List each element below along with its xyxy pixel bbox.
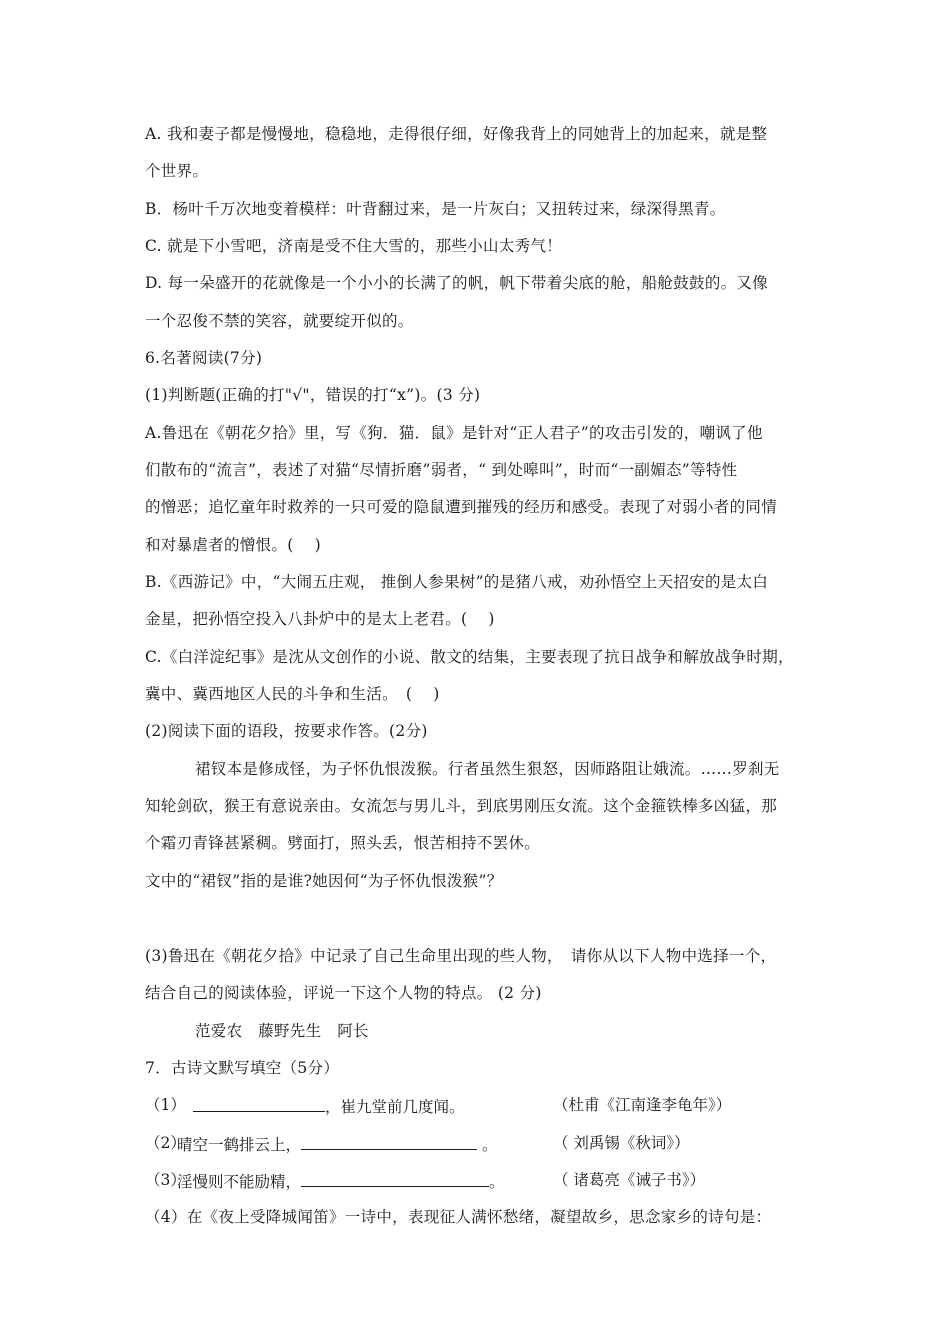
option-b-line: B．杨叶千万次地变着模样：叶背翻过来，是一片灰白；又扭转过来，绿深得黑青。: [145, 200, 726, 218]
option-c-line: C. 就是下小雪吧，济南是受不住大雪的，那些小山太秀气！: [145, 237, 563, 255]
question-6-3-line-1: (3)鲁迅在《朝花夕拾》中记录了自己生命里出现的些人物， 请你从以下人物中选择一个，: [145, 947, 777, 965]
answer-blank[interactable]: [301, 1133, 477, 1150]
fill-row-source: （ 诸葛亮《诫子书》）: [553, 1171, 706, 1189]
fill-row-4: （4）在《夜上受降城闻笛》一诗中，表现征人满怀愁绪，凝望故乡，思念家乡的诗句是：: [145, 1208, 772, 1226]
question-6-heading: 6.名著阅读(7分): [145, 349, 263, 367]
judge-c-line-1: C.《白洋淀纪事》是沈从文创作的小说、散文的结集，主要表现了抗日战争和解放战争时期，: [145, 648, 794, 666]
answer-blank[interactable]: [193, 1095, 325, 1112]
fill-row-after: 。: [477, 1136, 498, 1154]
question-6-1-heading: (1)判断题(正确的打"√"，错误的打“x”)。(3 分): [145, 386, 481, 404]
judge-a-line-3: 的憎恶；追忆童年时救养的一只可爱的隐鼠遭到摧残的经历和感受。表现了对弱小者的同情: [145, 498, 778, 516]
option-d-line-2: 一个忍俊不禁的笑容，就要绽开似的。: [145, 312, 414, 330]
question-6-3-line-2: 结合自己的阅读体验，评说一下这个人物的特点。 (2 分): [145, 984, 542, 1002]
passage-line-3: 个霜刃青锋甚紧稠。劈面打，照头丢，恨苦相持不罢休。: [145, 834, 541, 852]
judge-a-line-1: A.鲁迅在《朝花夕拾》里，写《狗．猫．鼠》是针对“正人君子”的攻击引发的，嘲讽了他: [145, 424, 763, 442]
judge-a-line-2: 们散布的“流言”，表述了对猫“尽情折磨”弱者，“ 到处嗥叫”，时而“一副媚态”等特性: [145, 461, 738, 479]
option-a-line-1: A. 我和妻子都是慢慢地，稳稳地，走得很仔细，好像我背上的同她背上的加起来，就是整: [145, 125, 768, 143]
passage-line-1: 裙钗本是修成怪，为子怀仇恨泼猴。行者虽然生狠怒，因师路阻让娥流。……罗刹无: [195, 760, 780, 778]
option-a-line-2: 个世界。: [145, 162, 209, 180]
fill-row-text: 晴空一鹤排云上，: [177, 1136, 302, 1154]
fill-row-after: 。: [489, 1173, 505, 1191]
fill-row-number: （2）: [145, 1134, 186, 1152]
character-options: 范爱农 藤野先生 阿长: [195, 1022, 369, 1040]
judge-a-line-4: 和对暴虐者的憎恨。( ): [145, 536, 321, 554]
question-6-2-prompt: 文中的“裙钗”指的是谁?她因何“为子怀仇恨泼猴”？: [145, 872, 503, 890]
judge-b-line-2: 金星，把孙悟空投入八卦炉中的是太上老君。( ): [145, 610, 495, 628]
passage-line-2: 知轮剑砍，猴王有意说亲由。女流怎与男儿斗，到底男刚压女流。这个金箍铁棒多凶猛，那: [145, 797, 778, 815]
option-d-line-1: D. 每一朵盛开的花就像是一个小小的长满了的帆，帆下带着尖底的舱，船舱鼓鼓的。又像: [145, 274, 769, 292]
fill-row-source: （ 刘禹锡《秋词》）: [553, 1134, 690, 1152]
answer-blank[interactable]: [301, 1170, 489, 1187]
fill-row-text: 淫慢则不能励精，: [177, 1173, 302, 1191]
judge-b-line-1: B.《西游记》中，“大闹五庄观， 推倒人参果树”的是猪八戒，劝孙悟空上天招安的是太白: [145, 573, 769, 591]
fill-row-source: （杜甫《江南逢李龟年》）: [553, 1096, 732, 1114]
judge-c-line-2: 冀中、冀西地区人民的斗争和生活。 ( ): [145, 685, 440, 703]
fill-row-number: （3）: [145, 1171, 186, 1189]
fill-row-number: （1）: [145, 1096, 186, 1114]
fill-row-text: ，崔九堂前几度闻。: [325, 1098, 465, 1116]
question-6-2-heading: (2)阅读下面的语段，按要求作答。(2分): [145, 722, 428, 740]
question-7-heading: 7．古诗文默写填空（5分）: [145, 1059, 340, 1077]
